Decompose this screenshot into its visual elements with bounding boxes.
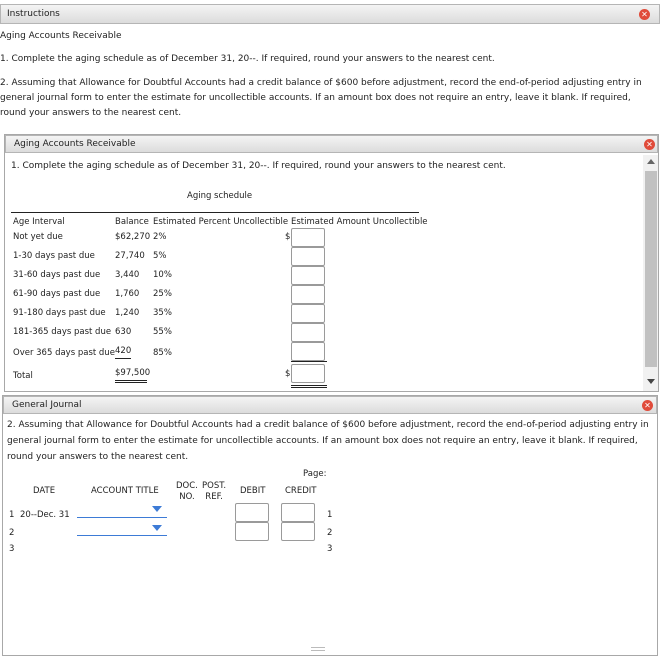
journal-row-date: 20--Dec. 31	[20, 510, 70, 520]
credit-input-2[interactable]	[281, 522, 315, 541]
debit-input-1[interactable]	[235, 503, 269, 522]
instructions-item2-line3: round your answers to the nearest cent.	[0, 108, 182, 118]
credit-input-1[interactable]	[281, 503, 315, 522]
instructions-subtitle: Aging Accounts Receivable	[0, 31, 122, 41]
header-account-title: ACCOUNT TITLE	[91, 486, 159, 496]
aging-panel	[4, 134, 659, 392]
row-balance: 1,240	[115, 308, 140, 318]
resize-grip-icon[interactable]	[311, 647, 325, 651]
row-balance: 420	[115, 346, 132, 356]
aging-scroll-thumb[interactable]	[645, 171, 657, 367]
header-date: DATE	[33, 486, 56, 496]
row-percent: 10%	[153, 270, 172, 280]
row-interval: Not yet due	[13, 232, 63, 242]
journal-title: General Journal	[12, 400, 82, 410]
journal-instruction-line1: 2. Assuming that Allowance for Doubtful Accounts had a credit balance of $600 before adjustment, record the end-of-period adjusting entry in	[7, 420, 649, 430]
instructions-title: Instructions	[7, 9, 60, 19]
header-post-ref: POST. REF.	[202, 481, 227, 502]
instructions-close-icon[interactable]: ✕	[639, 9, 650, 20]
total-label: Total	[13, 371, 33, 381]
total-amount-double-rule	[291, 385, 327, 388]
instructions-item1: 1. Complete the aging schedule as of December 31, 20--. If required, round your answers to the nearest cent.	[0, 54, 495, 64]
row-percent: 25%	[153, 289, 172, 299]
journal-row-right-number: 1	[327, 510, 333, 520]
instructions-titlebar	[0, 4, 660, 24]
row-interval: 181-365 days past due	[13, 327, 112, 337]
amount-input-over-365[interactable]	[291, 342, 325, 361]
header-balance: Balance	[115, 217, 149, 227]
scroll-down-icon[interactable]	[647, 379, 655, 384]
journal-row-number: 1	[9, 510, 15, 520]
row-balance: 630	[115, 327, 132, 337]
instructions-item2-line2: general journal form to enter the estimate for uncollectible accounts. If an amount box does not require an entry, leave it blank. If required,	[0, 93, 631, 103]
row-percent: 35%	[153, 308, 172, 318]
total-balance-double-rule	[115, 380, 147, 383]
aging-title: Aging Accounts Receivable	[14, 139, 136, 149]
chevron-down-icon[interactable]	[152, 525, 162, 531]
journal-instruction-line3: round your answers to the nearest cent.	[7, 452, 189, 462]
header-debit: DEBIT	[240, 486, 266, 496]
aging-instruction: 1. Complete the aging schedule as of December 31, 20--. If required, round your answers to the nearest cent.	[11, 161, 506, 171]
journal-panel	[2, 395, 658, 656]
amount-input-total[interactable]	[291, 364, 325, 383]
chevron-down-icon[interactable]	[152, 506, 162, 512]
total-balance: $97,500	[115, 368, 151, 378]
aging-titlebar	[5, 135, 658, 153]
amount-input-61-90[interactable]	[291, 285, 325, 304]
amount-sum-rule	[291, 361, 327, 362]
scroll-up-icon[interactable]	[647, 159, 655, 164]
journal-row-right-number: 2	[327, 528, 333, 538]
row-interval: 31-60 days past due	[13, 270, 101, 280]
header-top-rule	[11, 212, 419, 213]
amount-input-not-yet-due[interactable]	[291, 228, 325, 247]
instructions-item2-line1: 2. Assuming that Allowance for Doubtful Accounts had a credit balance of $600 before adjustment, record the end-of-period adjusting entry in	[0, 78, 642, 88]
row-interval: 91-180 days past due	[13, 308, 106, 318]
journal-instruction-line2: general journal form to enter the estimate for uncollectible accounts. If an amount box does not require an entry, leave it blank. If required,	[7, 436, 638, 446]
row-interval: Over 365 days past due	[13, 348, 115, 358]
row-interval: 61-90 days past due	[13, 289, 101, 299]
row-percent: 85%	[153, 348, 172, 358]
journal-close-icon[interactable]: ✕	[642, 400, 653, 411]
amount-input-31-60[interactable]	[291, 266, 325, 285]
header-age-interval: Age Interval	[13, 217, 65, 227]
dollar-sign: $	[285, 232, 291, 242]
row-percent: 2%	[153, 232, 167, 242]
page-label: Page:	[303, 469, 327, 479]
amount-input-1-30[interactable]	[291, 247, 325, 266]
balance-sum-rule	[115, 358, 131, 359]
account-title-dropdown-2[interactable]	[77, 535, 167, 536]
total-dollar-sign: $	[285, 369, 291, 379]
header-doc-no: DOC. NO.	[176, 481, 198, 502]
row-interval: 1-30 days past due	[13, 251, 95, 261]
row-percent: 5%	[153, 251, 167, 261]
journal-row-number: 3	[9, 544, 15, 554]
journal-row-number: 2	[9, 528, 15, 538]
row-balance: $62,270	[115, 232, 151, 242]
journal-titlebar	[3, 396, 657, 414]
header-amount: Estimated Amount Uncollectible	[291, 217, 428, 227]
row-balance: 1,760	[115, 289, 140, 299]
journal-row-right-number: 3	[327, 544, 333, 554]
aging-close-icon[interactable]: ✕	[644, 139, 655, 150]
amount-input-91-180[interactable]	[291, 304, 325, 323]
row-balance: 3,440	[115, 270, 140, 280]
aging-schedule-title: Aging schedule	[187, 191, 253, 201]
header-credit: CREDIT	[285, 486, 317, 496]
amount-input-181-365[interactable]	[291, 323, 325, 342]
account-title-dropdown-1[interactable]	[77, 517, 167, 518]
header-percent: Estimated Percent Uncollectible	[153, 217, 289, 227]
row-balance: 27,740	[115, 251, 145, 261]
row-percent: 55%	[153, 327, 172, 337]
debit-input-2[interactable]	[235, 522, 269, 541]
